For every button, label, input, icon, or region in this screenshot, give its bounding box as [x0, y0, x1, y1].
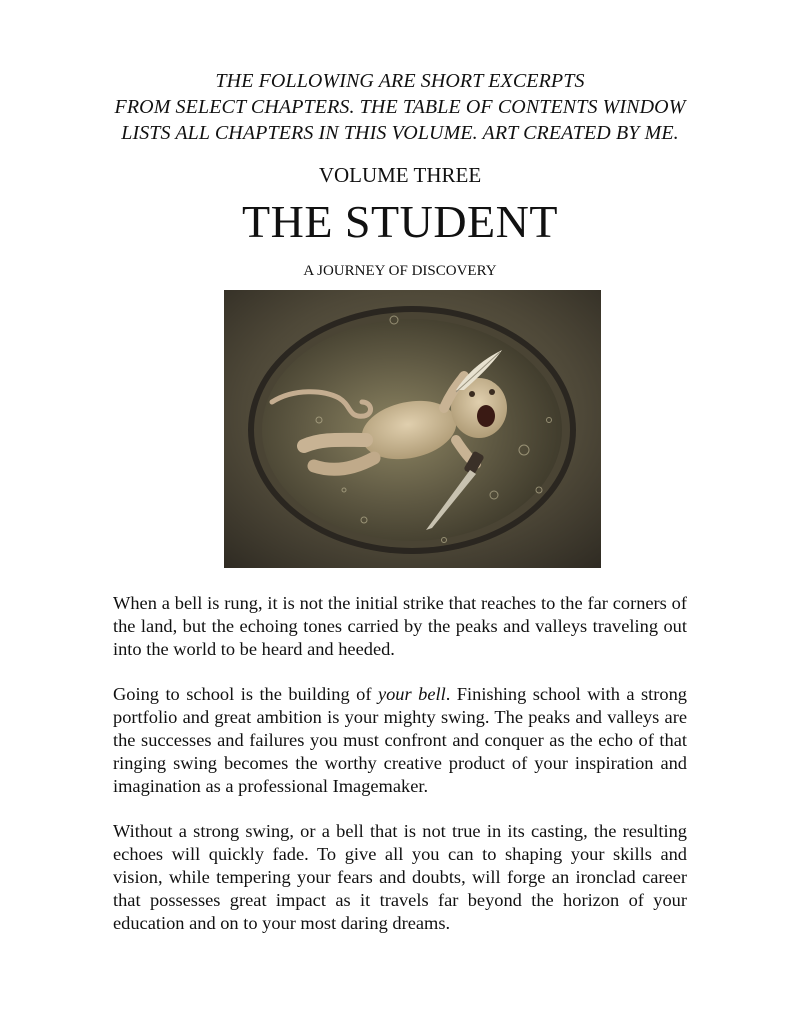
page-subtitle: A JOURNEY OF DISCOVERY — [303, 263, 497, 279]
paragraph: Without a strong swing, or a bell that is not true in its casting, the resulting echoes will quickly fade. To give all you can to shaping your skills and vision, while tempering your fears and doubts, will forge an ironclad career that possesses great impact as it travels far beyond the horizon of your education and on to your most daring dreams. — [113, 821, 687, 933]
paragraph-text: Going to school is the building of — [113, 684, 378, 704]
paragraph — [113, 683, 687, 798]
intro-line: THE FOLLOWING ARE SHORT EXCERPTS — [215, 70, 585, 92]
emphasis-text: your bell — [377, 684, 446, 704]
intro-line: FROM SELECT CHAPTERS. THE TABLE OF CONTENTS WINDOW — [114, 96, 686, 118]
volume-label: VOLUME THREE — [318, 163, 482, 187]
page-title: THE STUDENT — [242, 196, 558, 247]
body-text — [113, 592, 687, 957]
intro-line: LISTS ALL CHAPTERS IN THIS VOLUME. ART CREATED BY ME. — [121, 122, 679, 144]
paragraph: When a bell is rung, it is not the initial strike that reaches to the far corners of the land, but the echoing tones carried by the peaks and valleys traveling out into the world to be heard and heeded. — [113, 593, 687, 659]
artwork-image — [224, 290, 601, 568]
artwork-illustration — [224, 290, 601, 568]
paragraph-text: . Finishing school with a strong portfolio and great ambition is your mighty swing. The peaks and valleys are the successes and failures you must confront and conquer as the echo of that ringing swing becomes the worthy creative product of your inspiration and imagination as a professional Imagemaker. — [113, 684, 688, 796]
intro-note — [0, 68, 800, 146]
